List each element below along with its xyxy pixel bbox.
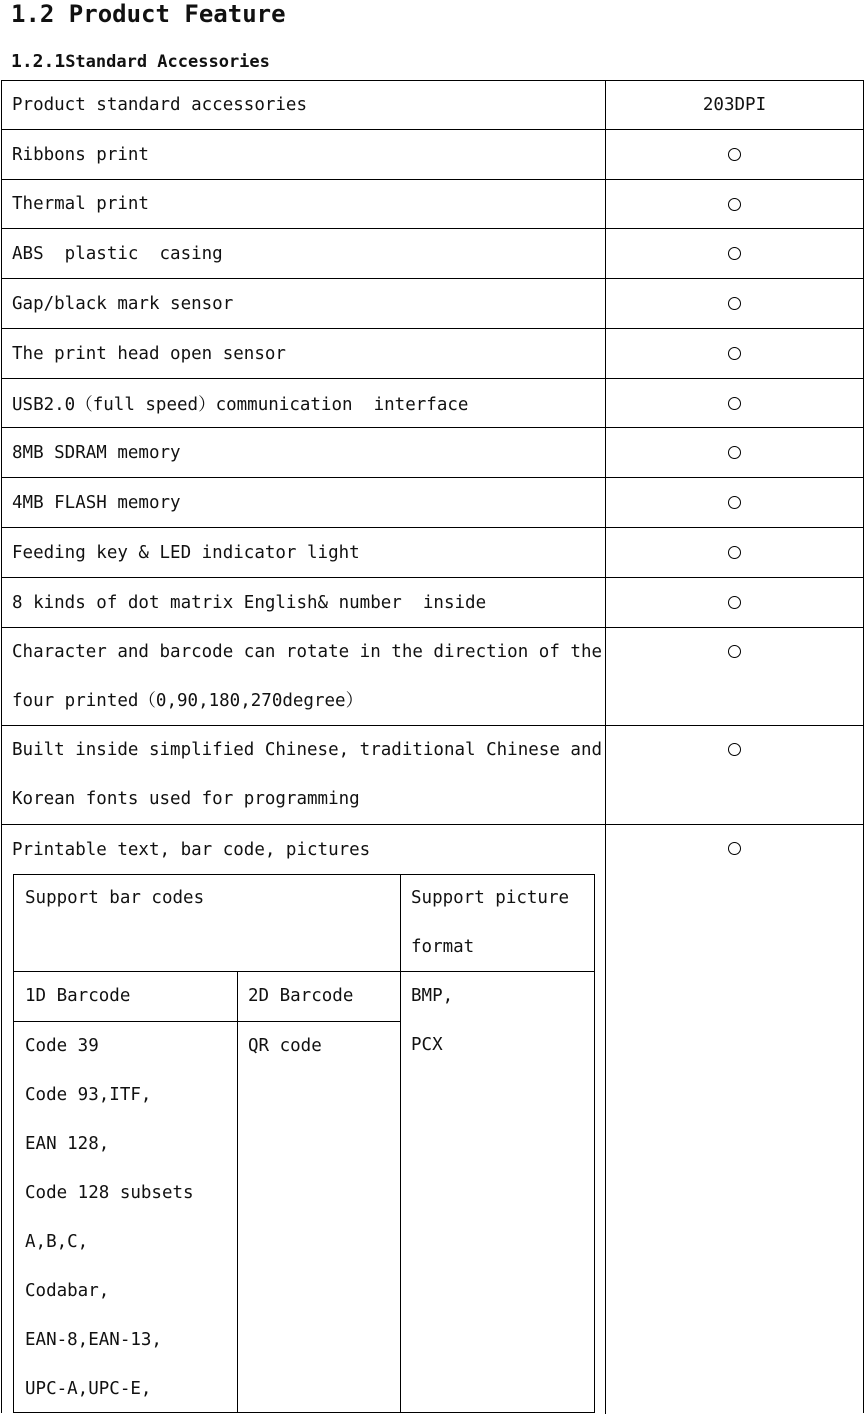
header-label — [2, 81, 606, 129]
row-mark — [606, 428, 863, 477]
row-mark — [606, 279, 863, 328]
barcode-1d-item: EAN-8,EAN-13, — [25, 1330, 162, 1350]
table-row — [2, 578, 863, 628]
circle-mark-icon — [728, 148, 741, 161]
support-picture-line: format — [411, 937, 475, 957]
barcode-1d-item: A,B,C, — [25, 1232, 89, 1252]
table-row — [2, 379, 863, 428]
row-label-text: Feeding key & LED indicator light — [12, 542, 360, 563]
circle-mark-icon — [728, 546, 741, 559]
support-barcodes-header: Support bar codes — [14, 875, 401, 972]
header-value-text: 203DPI — [702, 95, 767, 115]
row-label — [2, 229, 606, 278]
support-picture-line: Support picture — [411, 888, 570, 908]
barcode-2d-item: QR code — [238, 1022, 401, 1412]
row-label-text: 4MB FLASH memory — [12, 492, 181, 513]
barcode-support-table — [13, 874, 595, 1413]
header-value — [606, 81, 863, 129]
row-label — [2, 130, 606, 179]
table-row — [2, 628, 863, 726]
table-row — [2, 229, 863, 279]
circle-mark-icon — [728, 297, 741, 310]
circle-mark-icon — [728, 743, 741, 756]
barcode-1d-item: Codabar, — [25, 1281, 110, 1301]
row-label-text: Ribbons print — [12, 144, 149, 165]
row-label-text: 8 kinds of dot matrix English& number inside — [12, 592, 487, 613]
table-row-printable — [2, 825, 863, 1414]
circle-mark-icon — [728, 842, 741, 855]
circle-mark-icon — [728, 347, 741, 360]
row-mark — [606, 726, 863, 824]
row-mark — [606, 478, 863, 527]
row-mark — [606, 578, 863, 627]
table-row — [2, 428, 863, 478]
table-header-row — [2, 81, 863, 130]
section-heading: 1.2 Product Feature — [11, 0, 286, 28]
row-mark — [606, 825, 863, 1414]
circle-mark-icon — [728, 645, 741, 658]
picture-format-list — [401, 972, 594, 1412]
accessories-table — [1, 80, 864, 1413]
subsection-title: Standard Accessories — [65, 52, 270, 72]
table-row — [2, 726, 863, 825]
row-mark — [606, 180, 863, 228]
table-row — [2, 478, 863, 528]
table-row — [2, 279, 863, 329]
table-row — [2, 180, 863, 229]
row-label — [2, 726, 606, 824]
subsection-heading — [11, 50, 270, 74]
picture-format-item: PCX — [411, 1035, 443, 1055]
circle-mark-icon — [728, 397, 741, 410]
table-row — [2, 329, 863, 379]
row-label — [2, 528, 606, 577]
circle-mark-icon — [728, 198, 741, 211]
row-label-text: Gap/black mark sensor — [12, 293, 234, 314]
row-label-text: 8MB SDRAM memory — [12, 442, 181, 463]
subsection-number: 1.2.1 — [11, 51, 66, 72]
barcode-1d-item: EAN 128, — [25, 1134, 110, 1154]
table-row — [2, 528, 863, 578]
support-picture-header — [401, 875, 594, 972]
circle-mark-icon — [728, 496, 741, 509]
barcode-2d-header: 2D Barcode — [238, 972, 401, 1022]
row-label — [2, 180, 606, 228]
row-label-text: The print head open sensor — [12, 343, 286, 364]
circle-mark-icon — [728, 446, 741, 459]
row-label-text: Thermal print — [12, 194, 149, 214]
row-label-line: Built inside simplified Chinese, traditional Chinese and — [12, 740, 603, 760]
row-label — [2, 578, 606, 627]
picture-format-item: BMP, — [411, 986, 454, 1006]
row-mark — [606, 229, 863, 278]
table-row — [2, 130, 863, 180]
barcode-1d-item: Code 128 subsets — [25, 1183, 194, 1203]
barcode-1d-header: 1D Barcode — [14, 972, 238, 1022]
barcode-1d-item: Code 93,ITF, — [25, 1085, 152, 1105]
barcode-1d-list — [14, 1022, 238, 1412]
row-label — [2, 279, 606, 328]
barcode-1d-item: Code 39 — [25, 1036, 99, 1056]
row-mark — [606, 628, 863, 725]
barcode-1d-item: UPC-A,UPC-E, — [25, 1379, 152, 1399]
row-label — [2, 825, 606, 1414]
circle-mark-icon — [728, 596, 741, 609]
row-label — [2, 379, 606, 427]
row-label-text: ABS plastic casing — [12, 243, 223, 264]
row-label-line: Korean fonts used for programming — [12, 789, 360, 809]
row-mark — [606, 329, 863, 378]
row-label-line: Character and barcode can rotate in the direction of the — [12, 642, 603, 662]
row-label — [2, 628, 606, 725]
header-label-text: Product standard accessories — [12, 95, 308, 115]
row-label — [2, 428, 606, 477]
circle-mark-icon — [728, 247, 741, 260]
row-label — [2, 329, 606, 378]
row-mark — [606, 130, 863, 179]
row-mark — [606, 528, 863, 577]
row-label-text: USB2.0（full speed）communication interface — [12, 394, 469, 415]
row-label — [2, 478, 606, 527]
row-label-line: four printed（0,90,180,270degree） — [12, 691, 364, 711]
printable-label: Printable text, bar code, pictures — [12, 840, 371, 860]
row-mark — [606, 379, 863, 427]
